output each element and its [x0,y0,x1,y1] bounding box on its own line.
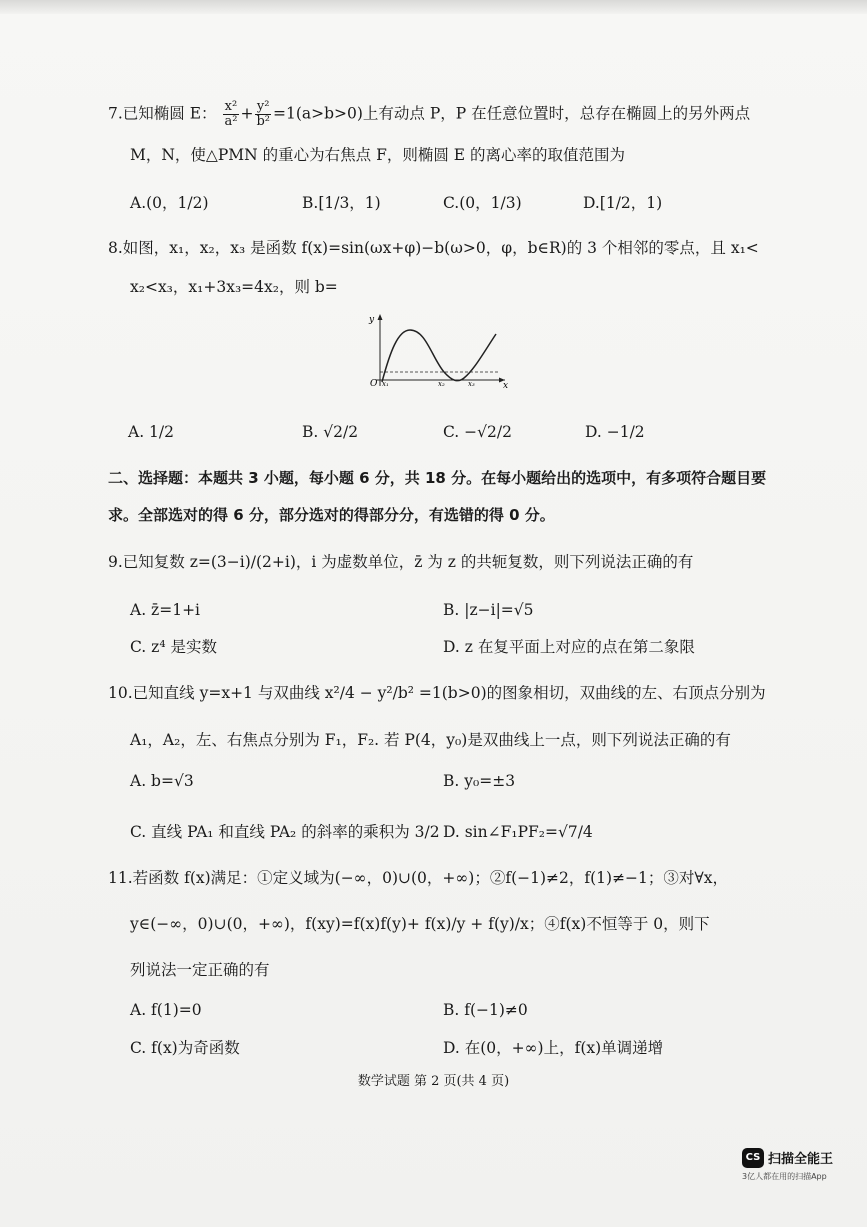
q11-option-d: D. 在(0，+∞)上，f(x)单调递增 [443,1039,664,1057]
q7-option-d: D.[1/2，1) [583,194,663,212]
q8-line1: 8.如图，x₁，x₂，x₃ 是函数 f(x)=sin(ωx+φ)−b(ω>0，φ，b∈R)的 3 个相邻的零点，且 x₁< [108,239,759,257]
section2-heading-line1: 二、选择题：本题共 3 小题，每小题 6 分，共 18 分。在每小题给出的选项中，有多项符合题目要 [108,469,767,487]
ellipse-term-y: $\frac{\text{y²}}{\text{b²}}$ [256,99,270,129]
section2-heading-line2: 求。全部选对的得 6 分，部分选对的得部分分，有选错的得 0 分。 [108,506,555,524]
q10-line2: A₁，A₂，左、右焦点分别为 F₁，F₂. 若 P(4，y₀)是双曲线上一点，则下列说法正确的有 [130,731,731,749]
q7-line1: 7.已知椭圆 E： $\frac{\text{x²}}{\text{a²}}$ + $\frac{\text{y²}}{\text{b²}}$ =1(a>b>0)上有动点 P，P 在任意位置时，总存在椭圆上的另外两点 [108,99,751,129]
q10-option-c: C. 直线 PA₁ 和直线 PA₂ 的斜率的乘积为 3/2 [130,823,440,841]
q10-line1: 10.已知直线 y=x+1 与双曲线 x²/4 − y²/b² =1(b>0)的图象相切，双曲线的左、右顶点分别为 [108,684,766,702]
scanner-tagline: 3亿人都在用的扫描App [742,1172,827,1181]
camscanner-logo-icon: CS [742,1148,764,1168]
y-label: y [369,315,375,325]
q11-option-b: B. f(−1)≠0 [443,1001,528,1019]
q7-option-b: B.[1/3，1) [302,194,381,212]
ellipse-term-x: $\frac{\text{x²}}{\text{a²}}$ [224,99,238,129]
q9-option-d: D. z 在复平面上对应的点在第二象限 [443,638,695,656]
x3-label: x₃ [468,380,475,388]
q11-line1: 11.若函数 f(x)满足：①定义域为(−∞，0)∪(0，+∞)；②f(−1)≠2，f(1)≠−1；③对∀x， [108,869,729,887]
q11-line3: 列说法一定正确的有 [130,961,270,979]
x1-label: x₁ [382,380,389,388]
x-label: x [503,381,508,388]
scanner-watermark [742,1146,862,1184]
sine-graph-figure [360,312,508,388]
q10-option-a: A. b=√3 [130,772,194,790]
q8-option-d: D. −1/2 [585,423,645,441]
q8-option-b: B. √2/2 [302,423,359,441]
q8-option-a: A. 1/2 [128,423,174,441]
q9-option-b: B. |z−i|=√5 [443,601,534,619]
q8-line2: x₂<x₃，x₁+3x₃=4x₂，则 b= [130,278,338,296]
q8-option-c: C. −√2/2 [443,423,512,441]
y-axis-arrow-icon [378,314,383,320]
q9-line1: 9.已知复数 z=(3−i)/(2+i)，i 为虚数单位，z̄ 为 z 的共轭复数，则下列说法正确的有 [108,553,694,571]
scan-edge [0,0,867,14]
q7-line2: M，N，使△PMN 的重心为右焦点 F，则椭圆 E 的离心率的取值范围为 [130,146,625,164]
page-footer: 数学试题 第 2 页(共 4 页) [357,1074,510,1089]
origin-label: O [370,379,378,388]
x2-label: x₂ [438,380,445,388]
scanner-app-name: 扫描全能王 [768,1152,834,1167]
q9-option-a: A. z̄=1+i [130,601,201,619]
q7-option-a: A.(0，1/2) [130,194,209,212]
q7-option-c: C.(0，1/3) [443,194,522,212]
q11-option-c: C. f(x)为奇函数 [130,1039,240,1057]
q10-option-b: B. y₀=±3 [443,772,516,790]
q10-option-d: D. sin∠F₁PF₂=√7/4 [443,823,593,841]
q9-option-c: C. z⁴ 是实数 [130,638,217,656]
q11-line2: y∈(−∞，0)∪(0，+∞)，f(xy)=f(x)f(y)+ f(x)/y + f(y)/x；④f(x)不恒等于 0，则下 [130,915,710,933]
q11-option-a: A. f(1)=0 [130,1001,202,1019]
sine-curve [382,330,496,382]
